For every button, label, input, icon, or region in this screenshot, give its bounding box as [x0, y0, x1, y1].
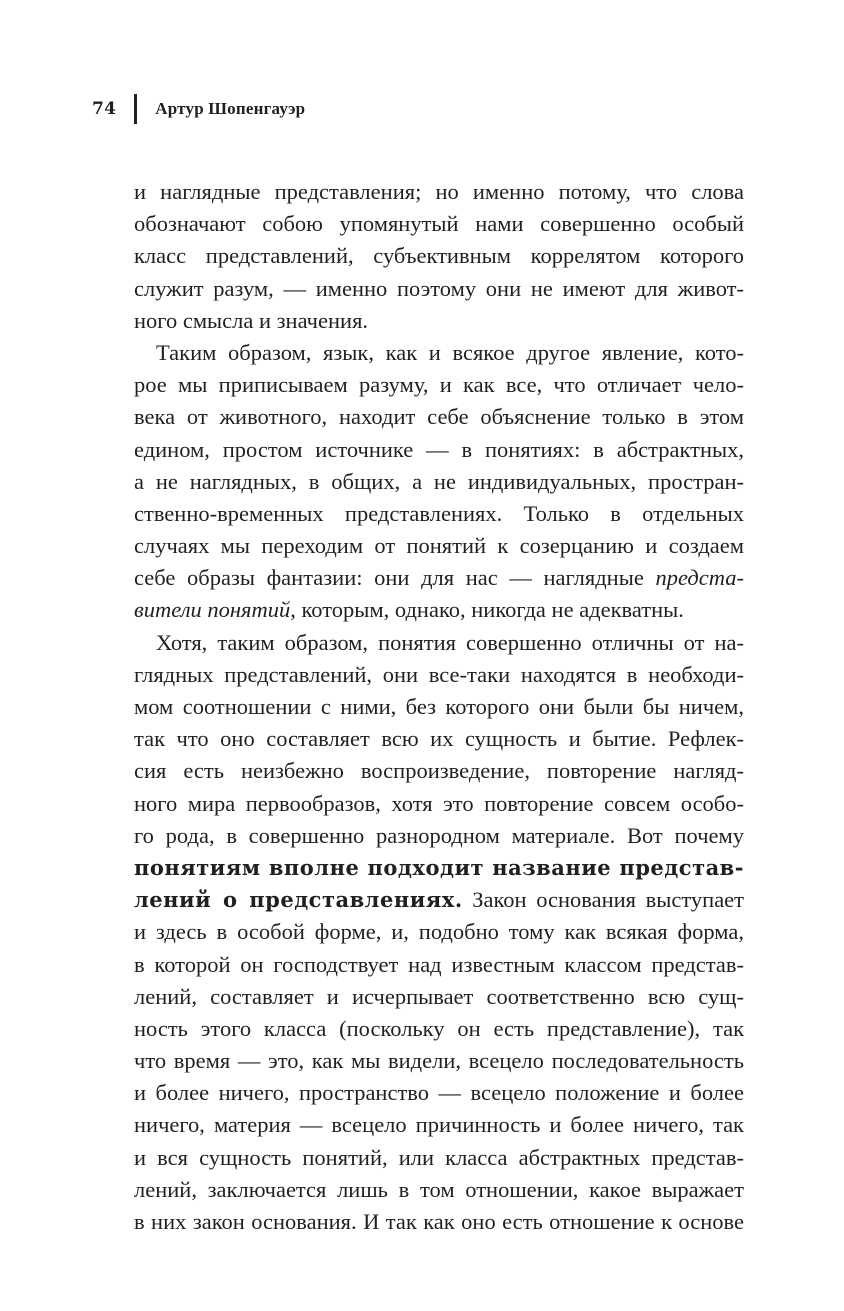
text-line: ность этого класса (поскольку он есть представление), так	[134, 1015, 744, 1041]
text-run: Закон основания выступает	[462, 887, 744, 913]
text-line: мом соотношении с ними, без которого они были бы ничем,	[134, 694, 744, 719]
text-line: а не наглядных, в общих, а не индивидуальных, простран-	[134, 468, 744, 494]
bold-phrase: лений о представлениях.	[134, 887, 463, 913]
text-line: ного смысла и значения.	[134, 307, 369, 333]
paragraph-2	[134, 337, 744, 627]
text-line: ничего, материя — всецело причинность и более ничего, так	[134, 1112, 744, 1138]
running-head	[92, 96, 305, 122]
text-line: едином, простом источнике — в понятиях: в абстрактных,	[134, 436, 744, 462]
paragraph-1	[134, 176, 744, 337]
text-line: случаях мы переходим от понятий к созерцанию и создаем	[134, 533, 744, 559]
text-line: и вся сущность понятий, или класса абстрактных представ-	[134, 1144, 744, 1170]
text-line: века от животного, находит себе объяснение только в этом	[134, 404, 744, 430]
text-line: класс представлений, субъективным коррелятом которого	[134, 243, 744, 269]
text-line: что время — это, как мы видели, всецело последовательность	[134, 1048, 744, 1074]
text-line	[134, 884, 744, 916]
text-line: Таким образом, язык, как и всякое другое явление, кото-	[156, 339, 744, 365]
text-line: и здесь в особой форме, и, подобно тому как всякая форма,	[134, 919, 744, 945]
text-line: Хотя, таким образом, понятия совершенно отличны от на-	[156, 629, 744, 655]
paragraph-3	[134, 627, 744, 1239]
text-line: глядных представлений, они все-таки находятся в необходи-	[134, 661, 744, 687]
text-line: рое мы приписываем разуму, и как все, что отличает чело-	[134, 372, 744, 398]
italic-phrase: вители понятий	[134, 597, 291, 623]
text-line: и наглядные представления; но именно потому, что слова	[134, 179, 744, 204]
text-line: служит разум, — именно поэтому они не имеют для живот-	[134, 275, 744, 301]
text-line: и более ничего, пространство — всецело положение и более	[134, 1080, 744, 1106]
text-line: обозначают собою упомянутый нами совершенно особый	[134, 211, 744, 237]
header-divider	[134, 94, 137, 124]
bold-phrase: понятиям вполне подходит название представ-	[134, 854, 744, 880]
text-line: в которой он господствует над известным классом представ-	[134, 951, 744, 977]
text-line: в них закон основания. И так как оно есть отношение к основе	[134, 1209, 744, 1234]
text-line: ного мира первообразов, хотя это повторение совсем особо-	[134, 790, 744, 816]
running-head-author: Артур Шопенгауэр	[155, 99, 306, 118]
body-text	[134, 176, 744, 1238]
text-line	[134, 852, 744, 884]
text-line: так что оно составляет всю их сущность и бытие. Рефлек-	[134, 726, 744, 752]
text-line: го рода, в совершенно разнородном материале. Вот почему	[134, 822, 744, 848]
text-line: сия есть неизбежно воспроизведение, повторение нагляд-	[134, 758, 744, 784]
text-line	[134, 594, 744, 626]
text-run: себе образы фантазии: они для нас — наглядные	[134, 565, 644, 591]
text-line: лений, заключается лишь в том отношении, какое выражает	[134, 1176, 744, 1202]
text-run: , которым, однако, никогда не адекватны.	[290, 597, 684, 623]
text-line: лений, составляет и исчерпывает соответственно всю сущ-	[134, 983, 744, 1009]
text-line	[134, 562, 744, 594]
italic-phrase: предста-	[655, 565, 744, 591]
page-number: 74	[92, 99, 117, 119]
text-line: ственно-временных представлениях. Только в отдельных	[134, 500, 744, 526]
